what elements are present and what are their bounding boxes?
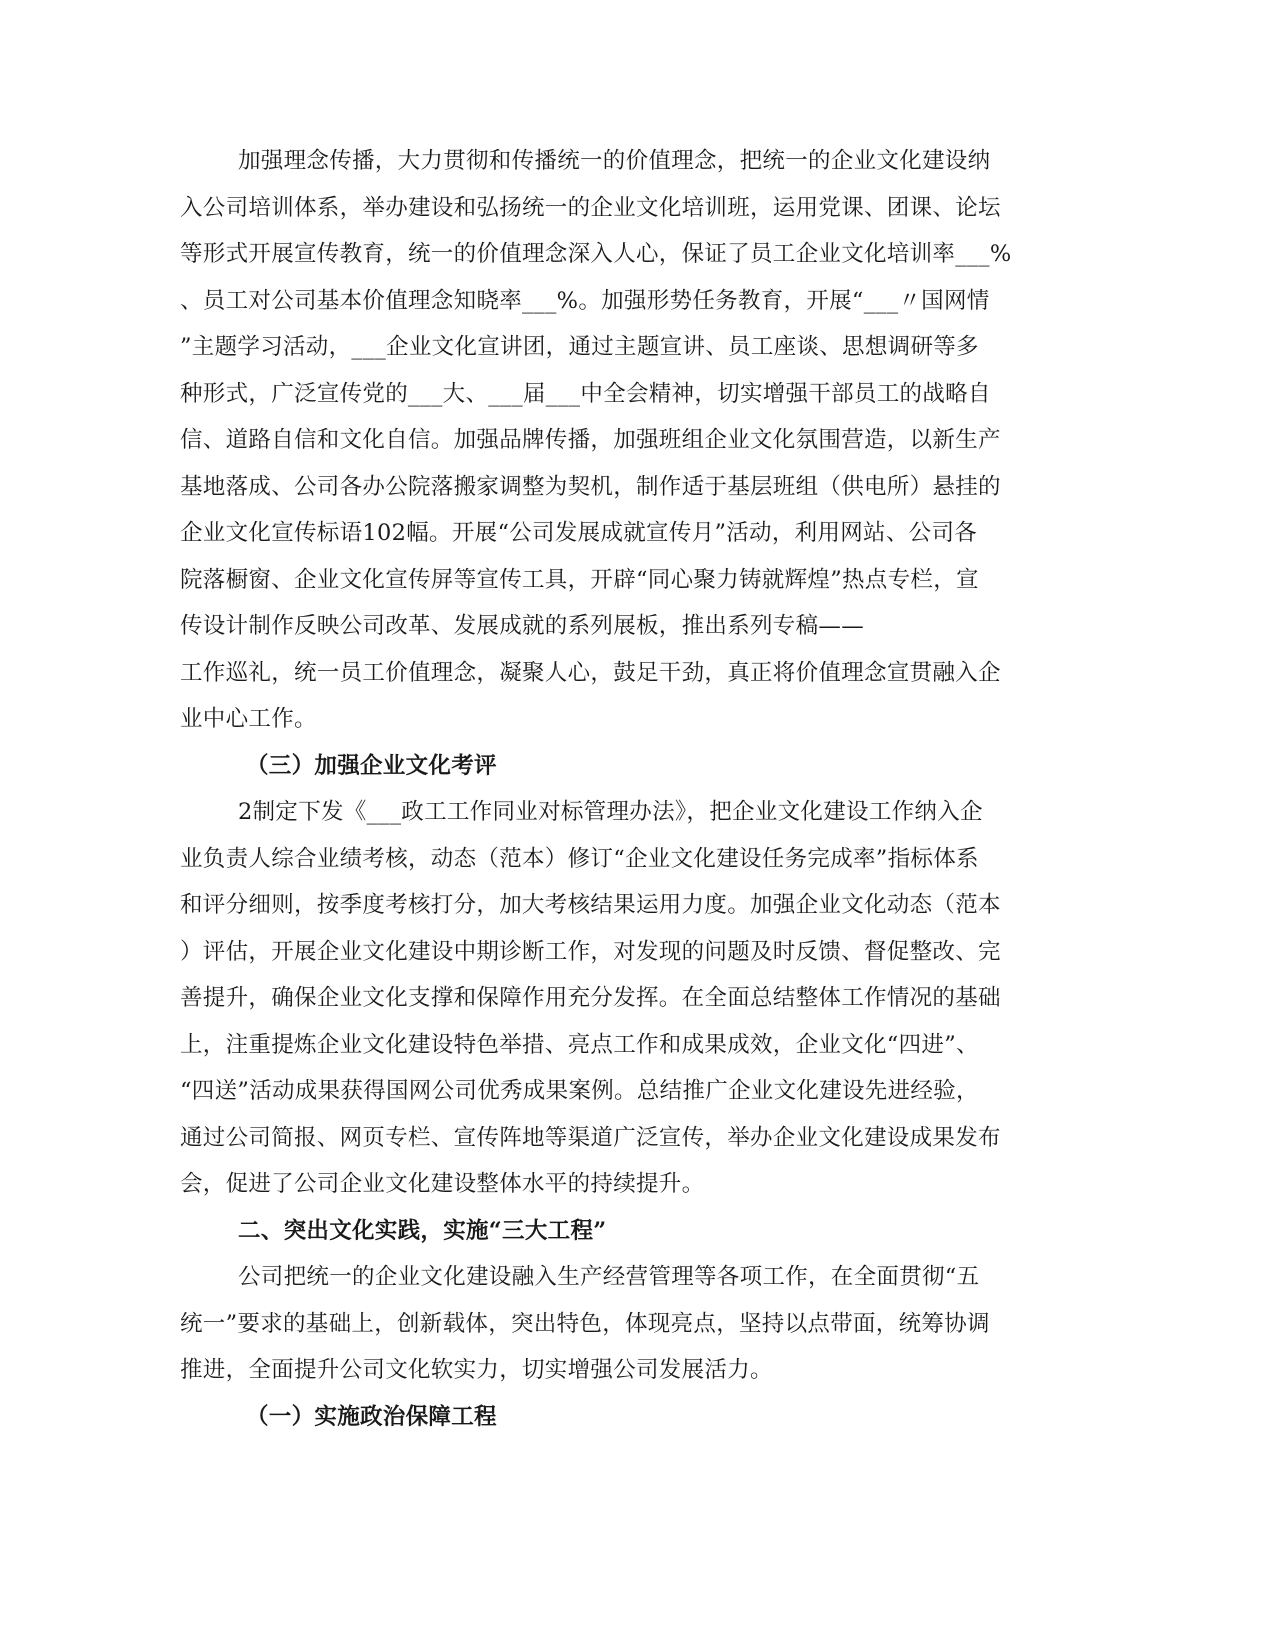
text-line: 基地落成、公司各办公院落搬家调整为契机，制作适于基层班组（供电所）悬挂的	[180, 473, 1001, 500]
text-line: 业负责人综合业绩考核，动态（范本）修订“企业文化建设任务完成率”指标体系	[180, 845, 979, 872]
paragraph-concept-spread	[180, 138, 1038, 743]
text-line: 会，促进了公司企业文化建设整体水平的持续提升。	[180, 1171, 705, 1197]
text-line: 入公司培训体系，举办建设和弘扬统一的企业文化培训班，运用党课、团课、论坛	[180, 194, 1001, 221]
text-line: ”主题学习活动，___企业文化宣讲团，通过主题宣讲、员工座谈、思想调研等多	[180, 334, 979, 360]
text-line: 工作巡礼，统一员工价值理念，凝聚人心，鼓足干劲，真正将价值理念宣贯融入企	[180, 659, 1001, 686]
document-page	[180, 138, 1038, 1440]
section-heading-culture-practice: 二、突出文化实践，实施“三大工程”	[238, 1217, 607, 1244]
text-line: 信、道路自信和文化自信。加强品牌传播，加强班组企业文化氛围营造，以新生产	[180, 427, 1001, 453]
text-line: 企业文化宣传标语102幅。开展“公司发展成就宣传月”活动，利用网站、公司各	[180, 520, 978, 546]
text-line: 等形式开展宣传教育，统一的价值理念深入人心，保证了员工企业文化培训率___%	[180, 241, 1012, 267]
text-line: 加强理念传播，大力贯彻和传播统一的价值理念，把统一的企业文化建设纳	[238, 148, 991, 174]
section-heading-political-guarantee: （一）实施政治保障工程	[246, 1403, 497, 1430]
text-line: 上，注重提炼企业文化建设特色举措、亮点工作和成果成效，企业文化“四进”、	[180, 1031, 979, 1058]
text-line: 院落橱窗、企业文化宣传屏等宣传工具，开辟“同心聚力铸就辉煌”热点专栏，宣	[180, 566, 979, 593]
text-line: 和评分细则，按季度考核打分，加大考核结果运用力度。加强企业文化动态（范本	[180, 892, 1001, 918]
text-line: 业中心工作。	[180, 706, 317, 732]
paragraph-culture-practice	[180, 1254, 1038, 1394]
text-line: “四送”活动成果获得国网公司优秀成果案例。总结推广企业文化建设先进经验，	[180, 1078, 979, 1104]
text-line: 种形式，广泛宣传党的___大、___届___中全会精神，切实增强干部员工的战略自	[180, 380, 991, 407]
text-line: 推进，全面提升公司文化软实力，切实增强公司发展活力。	[180, 1357, 773, 1383]
paragraph-culture-evaluation	[180, 789, 1038, 1208]
section-heading-culture-evaluation: （三）加强企业文化考评	[246, 752, 497, 779]
text-line: 统一”要求的基础上，创新载体，突出特色，体现亮点，坚持以点带面，统筹协调	[180, 1310, 990, 1337]
text-line: 2制定下发《___政工工作同业对标管理办法》，把企业文化建设工作纳入企	[238, 799, 983, 825]
text-line: 公司把统一的企业文化建设融入生产经营管理等各项工作，在全面贯彻“五	[238, 1264, 980, 1290]
text-line: 善提升，确保企业文化支撑和保障作用充分发挥。在全面总结整体工作情况的基础	[180, 985, 1001, 1011]
text-line: 通过公司简报、网页专栏、宣传阵地等渠道广泛宣传，举办企业文化建设成果发布	[180, 1124, 1001, 1151]
text-line: 传设计制作反映公司改革、发展成就的系列展板，推出系列专稿——	[180, 613, 865, 639]
text-line: ）评估，开展企业文化建设中期诊断工作，对发现的问题及时反馈、督促整改、完	[180, 938, 1001, 965]
text-line: 、员工对公司基本价值理念知晓率___%。加强形势任务教育，开展“___〃国网情	[180, 287, 990, 314]
